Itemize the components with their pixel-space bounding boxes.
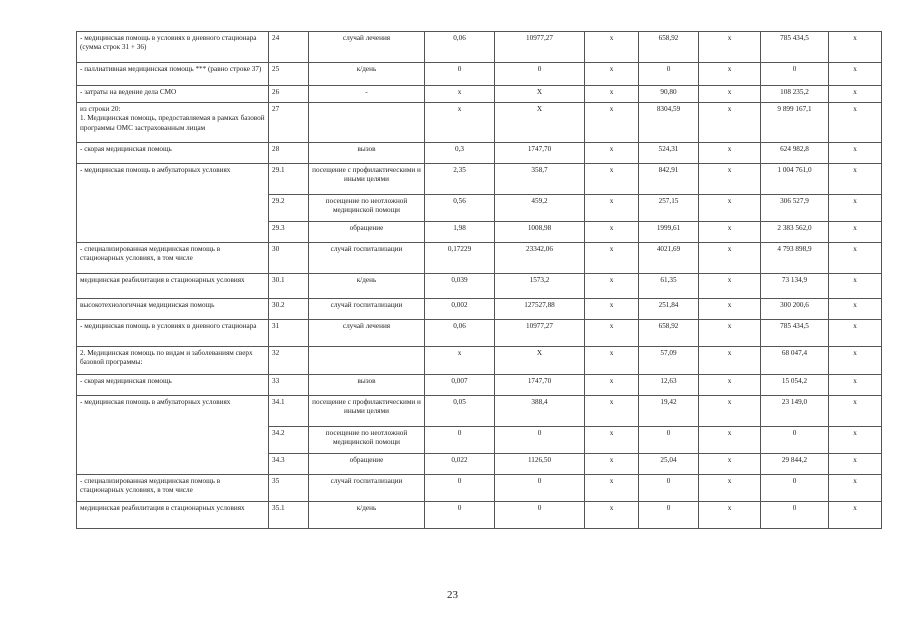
value-cell: х [699,396,761,427]
unit-cell [309,103,425,143]
value-cell: х [829,475,882,502]
value-cell: 0 [425,63,495,86]
value-cell: 0,007 [425,375,495,396]
table-body [77,32,882,529]
row-label: - медицинская помощь в амбулаторных условиях [77,164,269,243]
value-cell: 61,35 [639,274,699,299]
value-cell: 1 004 761,0 [761,164,829,195]
value-cell: х [699,347,761,375]
value-cell: Х [495,347,585,375]
table-row [77,164,882,195]
value-cell: 12,63 [639,375,699,396]
value-cell: Х [495,103,585,143]
unit-cell [309,347,425,375]
value-cell: х [585,222,639,243]
line-number: 33 [269,375,309,396]
value-cell: х [829,427,882,454]
value-cell: 658,92 [639,32,699,63]
row-label: - медицинская помощь в условиях в дневного стационара [77,320,269,347]
value-cell: 4 793 898,9 [761,243,829,274]
value-cell: 251,84 [639,299,699,320]
row-label: - затраты на ведение дела СМО [77,86,269,103]
line-number: 34.1 [269,396,309,427]
value-cell: х [585,243,639,274]
value-cell: х [699,143,761,164]
table-row [77,375,882,396]
value-cell: 0 [761,502,829,529]
value-cell: х [425,86,495,103]
value-cell: х [829,32,882,63]
unit-cell: - [309,86,425,103]
value-cell: х [585,475,639,502]
value-cell: х [699,299,761,320]
line-number: 32 [269,347,309,375]
value-cell: 0,56 [425,195,495,222]
value-cell: 306 527,9 [761,195,829,222]
unit-cell: вызов [309,375,425,396]
unit-cell: к/день [309,502,425,529]
value-cell: 23342,06 [495,243,585,274]
value-cell: х [829,86,882,103]
line-number: 35.1 [269,502,309,529]
row-label: - медицинская помощь в условиях в дневного стационара (сумма строк 31 + 36) [77,32,269,63]
value-cell: х [699,475,761,502]
value-cell: х [585,347,639,375]
value-cell: 1747,70 [495,143,585,164]
value-cell: х [585,86,639,103]
value-cell: х [699,222,761,243]
line-number: 34.3 [269,454,309,475]
value-cell: х [585,63,639,86]
value-cell: 842,91 [639,164,699,195]
value-cell: 0 [425,427,495,454]
table-row [77,274,882,299]
value-cell: 1999,61 [639,222,699,243]
value-cell: х [585,164,639,195]
value-cell: 2,35 [425,164,495,195]
value-cell: 1747,70 [495,375,585,396]
page-number: 23 [447,589,458,601]
value-cell: х [585,195,639,222]
value-cell: 0 [495,63,585,86]
value-cell: 1126,50 [495,454,585,475]
value-cell: х [829,274,882,299]
value-cell: 0 [425,475,495,502]
value-cell: х [699,320,761,347]
value-cell: 0,06 [425,32,495,63]
unit-cell: случай госпитализации [309,299,425,320]
line-number: 29.3 [269,222,309,243]
value-cell: х [585,143,639,164]
value-cell: 0 [761,427,829,454]
value-cell: 127527,88 [495,299,585,320]
value-cell: 358,7 [495,164,585,195]
value-cell: 785 434,5 [761,32,829,63]
unit-cell: посещение с профилактическими и иными целями [309,164,425,195]
value-cell: 2 383 562,0 [761,222,829,243]
table-row [77,86,882,103]
value-cell: 1,98 [425,222,495,243]
value-cell: 0 [639,427,699,454]
unit-cell: случай лечения [309,320,425,347]
table-row [77,475,882,502]
value-cell: х [699,243,761,274]
line-number: 30 [269,243,309,274]
value-cell: х [829,103,882,143]
value-cell: х [829,222,882,243]
value-cell: х [829,396,882,427]
table-row [77,143,882,164]
value-cell: 459,2 [495,195,585,222]
row-label: - медицинская помощь в амбулаторных условиях [77,396,269,475]
value-cell: х [829,299,882,320]
value-cell: 0 [495,502,585,529]
value-cell: 0,17229 [425,243,495,274]
value-cell: х [829,454,882,475]
value-cell: 0 [495,427,585,454]
value-cell: 19,42 [639,396,699,427]
value-cell: х [585,454,639,475]
unit-cell: обращение [309,222,425,243]
row-label: медицинская реабилитация в стационарных условиях [77,502,269,529]
line-number: 34.2 [269,427,309,454]
value-cell: 57,09 [639,347,699,375]
value-cell: х [699,63,761,86]
unit-cell: случай лечения [309,32,425,63]
value-cell: х [829,63,882,86]
value-cell: 0 [639,502,699,529]
line-number: 29.2 [269,195,309,222]
value-cell: 10977,27 [495,320,585,347]
value-cell: 300 200,6 [761,299,829,320]
value-cell: 0,05 [425,396,495,427]
line-number: 29.1 [269,164,309,195]
value-cell: х [585,299,639,320]
table-row [77,320,882,347]
table-row [77,396,882,427]
data-table [76,31,882,529]
unit-cell: вызов [309,143,425,164]
line-number: 30.1 [269,274,309,299]
row-label: - скорая медицинская помощь [77,143,269,164]
value-cell: 524,31 [639,143,699,164]
value-cell: х [425,347,495,375]
value-cell: х [829,195,882,222]
value-cell: 68 047,4 [761,347,829,375]
value-cell: 0,039 [425,274,495,299]
value-cell: х [829,320,882,347]
value-cell: х [829,143,882,164]
unit-cell: посещение по неотложной медицинской помощи [309,427,425,454]
table-row [77,502,882,529]
row-label: - специализированная медицинская помощь в стационарных условиях, в том числе [77,243,269,274]
value-cell: х [829,502,882,529]
value-cell: 0 [761,475,829,502]
value-cell: х [699,103,761,143]
row-label: - скорая медицинская помощь [77,375,269,396]
value-cell: х [699,375,761,396]
value-cell: х [585,396,639,427]
value-cell: х [585,375,639,396]
row-label: - специализированная медицинская помощь в стационарных условиях, в том числе [77,475,269,502]
table-row [77,63,882,86]
row-label: - паллиативная медицинская помощь *** (равно строке 37) [77,63,269,86]
table-row [77,299,882,320]
value-cell: х [425,103,495,143]
value-cell: 0,022 [425,454,495,475]
value-cell: 0,3 [425,143,495,164]
value-cell: 15 054,2 [761,375,829,396]
value-cell: х [585,427,639,454]
unit-cell: к/день [309,274,425,299]
unit-cell: посещение с профилактическими и иными целями [309,396,425,427]
line-number: 35 [269,475,309,502]
row-label: медицинская реабилитация в стационарных условиях [77,274,269,299]
value-cell: Х [495,86,585,103]
value-cell: 257,15 [639,195,699,222]
unit-cell: случай госпитализации [309,475,425,502]
unit-cell: к/день [309,63,425,86]
row-label: 2. Медицинская помощь по видам и заболеваниям сверх базовой программы: [77,347,269,375]
row-label: из строки 20: 1. Медицинская помощь, предоставляемая в рамках базовой программы ОМС застрахованным лицам [77,103,269,143]
line-number: 28 [269,143,309,164]
line-number: 26 [269,86,309,103]
table-row [77,347,882,375]
line-number: 24 [269,32,309,63]
value-cell: 8304,59 [639,103,699,143]
value-cell: 1008,98 [495,222,585,243]
value-cell: 73 134,9 [761,274,829,299]
value-cell: х [699,86,761,103]
value-cell: 23 149,0 [761,396,829,427]
value-cell: х [829,375,882,396]
unit-cell: обращение [309,454,425,475]
table-row [77,243,882,274]
line-number: 30.2 [269,299,309,320]
value-cell: х [585,103,639,143]
unit-cell: случай госпитализации [309,243,425,274]
value-cell: 624 982,8 [761,143,829,164]
value-cell: 29 844,2 [761,454,829,475]
value-cell: 785 434,5 [761,320,829,347]
value-cell: 658,92 [639,320,699,347]
value-cell: х [699,274,761,299]
value-cell: 90,80 [639,86,699,103]
value-cell: 108 235,2 [761,86,829,103]
value-cell: 9 899 167,1 [761,103,829,143]
value-cell: х [699,427,761,454]
value-cell: 1573,2 [495,274,585,299]
value-cell: х [829,164,882,195]
value-cell: 0,06 [425,320,495,347]
value-cell: х [699,164,761,195]
value-cell: х [699,32,761,63]
value-cell: х [699,195,761,222]
table-row [77,103,882,143]
value-cell: 0 [639,63,699,86]
line-number: 27 [269,103,309,143]
value-cell: 0,002 [425,299,495,320]
line-number: 31 [269,320,309,347]
table-row [77,32,882,63]
line-number: 25 [269,63,309,86]
unit-cell: посещение по неотложной медицинской помощи [309,195,425,222]
value-cell: 388,4 [495,396,585,427]
value-cell: х [699,502,761,529]
value-cell: 0 [425,502,495,529]
value-cell: х [585,320,639,347]
value-cell: х [585,32,639,63]
value-cell: 4021,69 [639,243,699,274]
value-cell: х [829,243,882,274]
row-label: высокотехнологичная медицинская помощь [77,299,269,320]
value-cell: х [699,454,761,475]
value-cell: х [585,274,639,299]
value-cell: х [585,502,639,529]
value-cell: 0 [639,475,699,502]
value-cell: х [829,347,882,375]
value-cell: 0 [495,475,585,502]
value-cell: 25,04 [639,454,699,475]
value-cell: 10977,27 [495,32,585,63]
value-cell: 0 [761,63,829,86]
